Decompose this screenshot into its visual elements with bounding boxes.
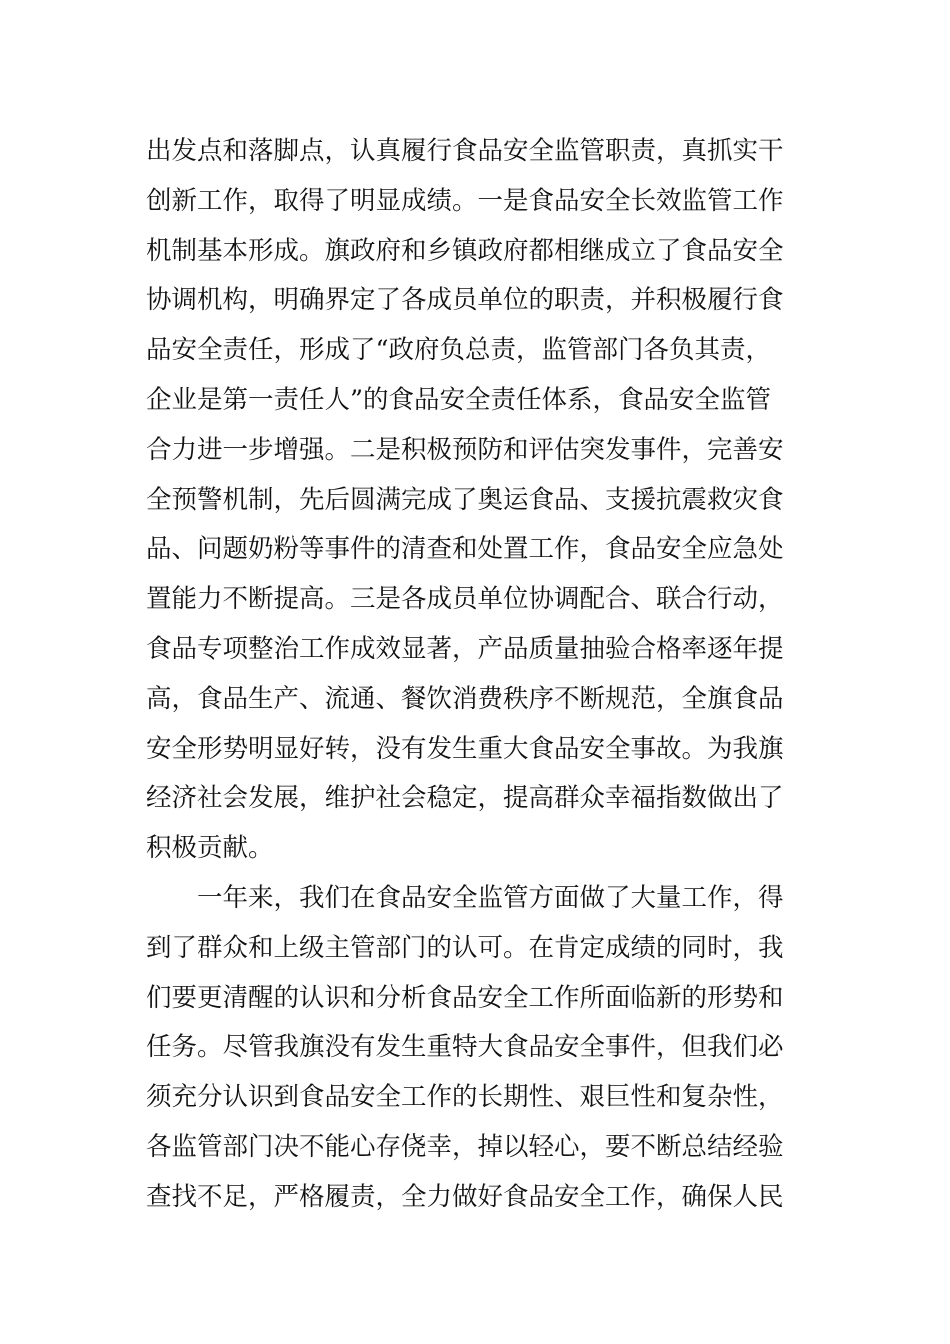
paragraph-2 — [146, 874, 816, 1223]
text-line: 经济社会发展，维护社会稳定，提高群众幸福指数做出了 — [146, 783, 784, 814]
text-line: 出发点和落脚点，认真履行食品安全监管职责，真抓实干 — [146, 136, 784, 166]
text-line: 合力进一步增强。二是积极预防和评估突发事件，完善安 — [146, 434, 784, 465]
text-line: 任务。尽管我旗没有发生重特大食品安全事件，但我们必 — [146, 1032, 784, 1063]
paragraph-1 — [146, 127, 816, 874]
text-line: 机制基本形成。旗政府和乡镇政府都相继成立了食品安全 — [146, 235, 784, 266]
text-line: 品、问题奶粉等事件的清查和处置工作，食品安全应急处 — [146, 534, 784, 565]
text-line: 到了群众和上级主管部门的认可。在肯定成绩的同时，我 — [146, 932, 784, 963]
text-line: 食品专项整治工作成效显著，产品质量抽验合格率逐年提 — [146, 633, 784, 664]
text-line: 高，食品生产、流通、餐饮消费秩序不断规范，全旗食品 — [146, 683, 784, 714]
text-line: 协调机构，明确界定了各成员单位的职责，并积极履行食 — [146, 285, 784, 316]
text-line: 置能力不断提高。三是各成员单位协调配合、联合行动， — [146, 584, 784, 615]
text-line: 各监管部门决不能心存侥幸，掉以轻心，要不断总结经验 — [146, 1131, 784, 1162]
text-line: 积极贡献。 — [146, 833, 274, 864]
text-line: 一年来，我们在食品安全监管方面做了大量工作，得 — [146, 882, 784, 913]
document-body — [146, 127, 816, 1223]
text-line: 们要更清醒的认识和分析食品安全工作所面临新的形势和 — [146, 982, 784, 1013]
text-line: 全预警机制，先后圆满完成了奥运食品、支援抗震救灾食 — [146, 484, 784, 515]
text-line: 创新工作，取得了明显成绩。一是食品安全长效监管工作 — [146, 185, 784, 216]
text-line: 企业是第一责任人”的食品安全责任体系，食品安全监管 — [146, 384, 772, 415]
text-line: 安全形势明显好转，没有发生重大食品安全事故。为我旗 — [146, 733, 784, 764]
text-line: 查找不足，严格履责，全力做好食品安全工作，确保人民 — [146, 1181, 784, 1212]
text-line: 品安全责任，形成了“政府负总责，监管部门各负其责， — [146, 335, 772, 366]
text-line: 须充分认识到食品安全工作的长期性、艰巨性和复杂性， — [146, 1082, 784, 1113]
